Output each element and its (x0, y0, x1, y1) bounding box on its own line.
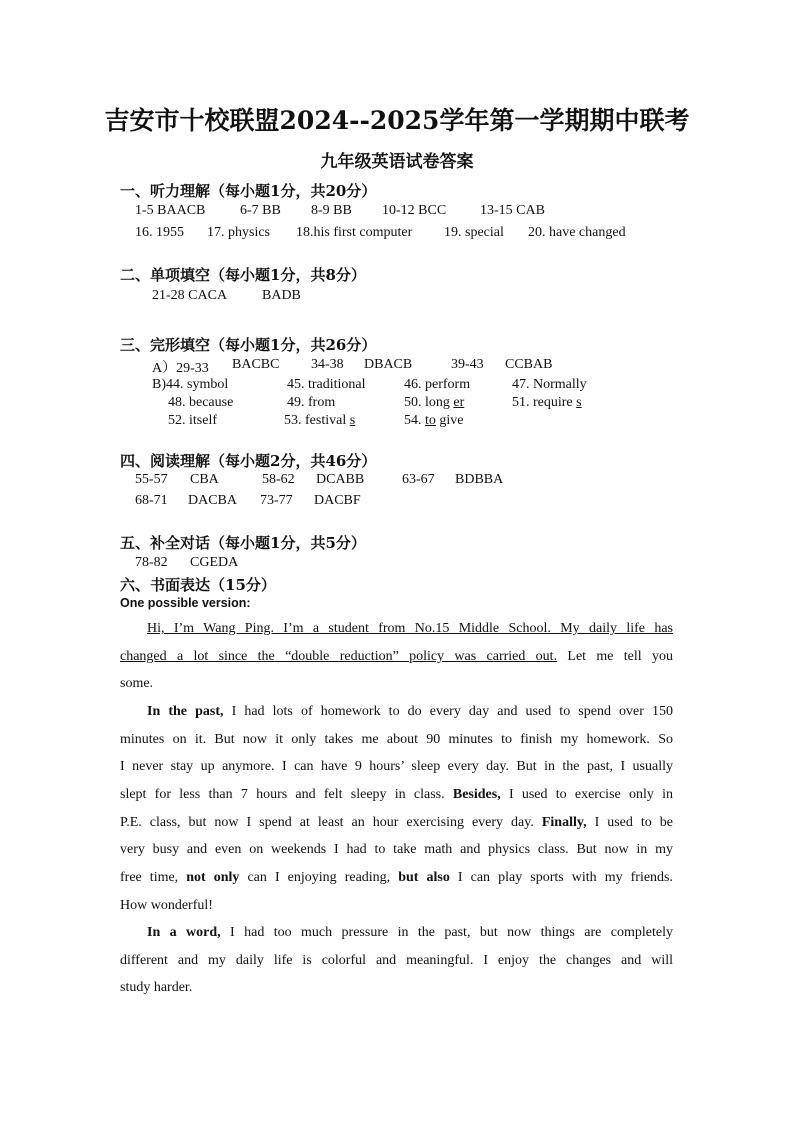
answer-a-label: A）29-33 (152, 361, 209, 376)
essay-paragraph-1 (120, 615, 673, 698)
answer-34-38-label: 34-38 (311, 357, 344, 372)
section-heading-listening: 一、听力理解（每小题1分，共20分） (120, 182, 377, 200)
answer-25-28: BADB (262, 288, 301, 303)
essay-p2-line8: How wonderful! (120, 897, 213, 913)
essay-p2-line6: very busy and even on weekends I had to take math and physics class. But now in my (120, 842, 673, 858)
essay-p1-line2-underlined: changed a lot since the “double reduction” policy was carried out. (120, 648, 558, 664)
answer-55-57-label: 55-57 (135, 472, 168, 487)
answer-46: 46. perform (404, 377, 471, 392)
answer-29-33: BACBC (232, 357, 280, 372)
answer-6-7: 6-7 BB (240, 203, 281, 218)
essay-p2-line3: I never stay up anymore. I can have 9 hours’ sleep every day. But in the past, I usually (120, 759, 673, 775)
answer-73-77-label: 73-77 (260, 493, 293, 508)
essay-p2-bold-finally: Finally, (541, 814, 587, 830)
answer-50: 50. long er (404, 395, 465, 410)
answer-78-82-label: 78-82 (135, 555, 168, 570)
answer-73-77: DACBF (314, 493, 361, 508)
answer-10-12: 10-12 BCC (382, 203, 447, 218)
answer-16: 16. 1955 (135, 225, 184, 240)
answer-19: 19. special (444, 225, 504, 240)
answer-63-67-label: 63-67 (402, 472, 435, 487)
essay-p2-line2: minutes on it. But now it only takes me about 90 minutes to finish my homework. So (120, 731, 673, 747)
essay-p2-bold-not-only: not only (186, 870, 240, 886)
answer-39-43-label: 39-43 (451, 357, 484, 372)
essay-p3-line2: different and my daily life is colorful and meaningful. I enjoy the changes and will (120, 952, 673, 968)
essay-p1-line3: some. (120, 676, 154, 692)
answer-49: 49. from (287, 395, 336, 410)
answer-58-62-label: 58-62 (262, 472, 295, 487)
answer-51-suffix: s (576, 395, 582, 410)
answer-78-82: CGEDA (190, 555, 239, 570)
answer-18: 18.his first computer (296, 225, 413, 240)
section-heading-single-choice: 二、单项填空（每小题1分，共8分） (120, 266, 366, 284)
essay-p3-bold: In a word, (147, 925, 221, 940)
page-title: 吉安市十校联盟2024--2025学年第一学期期中联考 (104, 106, 690, 135)
answer-58-62: DCABB (316, 472, 365, 487)
answer-48: 48. because (168, 395, 234, 410)
essay-p3-line3: study harder. (120, 980, 193, 996)
answer-53: 53. festival s (284, 413, 356, 428)
section-heading-writing: 六、书面表达（15分） (120, 576, 276, 594)
section-heading-dialogue: 五、补全对话（每小题1分，共5分） (120, 534, 366, 552)
answer-50-suffix: er (453, 395, 465, 410)
essay-p1-line2: Let me tell you (557, 648, 673, 664)
answer-13-15: 13-15 CAB (480, 203, 545, 218)
essay-paragraph-2: In the past, I had lots of homework to do every day and used to spend over 150 minutes on it. But now it only takes me about 90 minutes to finish my homework. So I never stay up anymore. I can have 9 hours’ sleep every day. But in the past, I usually slept for less than 7 hours and felt sleepy in class. Besides, I used to exercise only in P.E. class, but now I spend at least an hour exercising every day. Finally, I used to be very busy and even on weekends I had to take math and physics class. But now in my free time, not only can I enjoying reading, but also I can play sports with my friends. How wonderful! (120, 704, 674, 913)
answer-21-24: 21-28 CACA (152, 288, 228, 303)
section-heading-cloze: 三、完形填空（每小题1分，共26分） (120, 336, 377, 354)
answer-1-5: 1-5 BAACB (135, 203, 206, 218)
answer-63-67: BDBBA (455, 472, 504, 487)
answer-44: B)44. symbol (152, 377, 229, 392)
answer-53-suffix: s (349, 413, 356, 428)
answer-39-43: CCBAB (505, 357, 553, 372)
answer-55-57: CBA (190, 472, 219, 487)
answer-20: 20. have changed (528, 225, 626, 240)
essay-p2-bold-1: In the past, (147, 704, 224, 719)
essay-p2-bold-but-also: but also (398, 870, 450, 886)
answer-8-9: 8-9 BB (311, 203, 352, 218)
answer-54: 54. to give (404, 413, 464, 428)
answer-17: 17. physics (207, 225, 270, 240)
answer-52: 52. itself (168, 413, 217, 428)
answer-68-71: DACBA (188, 493, 238, 508)
page-subtitle: 九年级英语试卷答案 (320, 152, 474, 172)
answer-45: 45. traditional (287, 377, 366, 392)
sample-label: One possible version: (120, 596, 251, 610)
essay-p2-bold-besides: Besides, (452, 787, 501, 803)
answer-51: 51. require s (512, 395, 582, 410)
answer-68-71-label: 68-71 (135, 493, 168, 508)
answer-54-prefix: to (425, 413, 436, 428)
answer-34-38: DBACB (364, 357, 413, 372)
essay-paragraph-3: In a word, I had too much pressure in the past, but now things are completely different and my daily life is colorful and meaningful. I enjoy the changes and will study harder. (120, 925, 673, 996)
section-heading-reading: 四、阅读理解（每小题2分，共46分） (120, 452, 377, 470)
essay-p1-line1: Hi, I’m Wang Ping. I’m a student from No.15 Middle School. My daily life has (147, 621, 673, 636)
answer-47: 47. Normally (512, 377, 587, 392)
